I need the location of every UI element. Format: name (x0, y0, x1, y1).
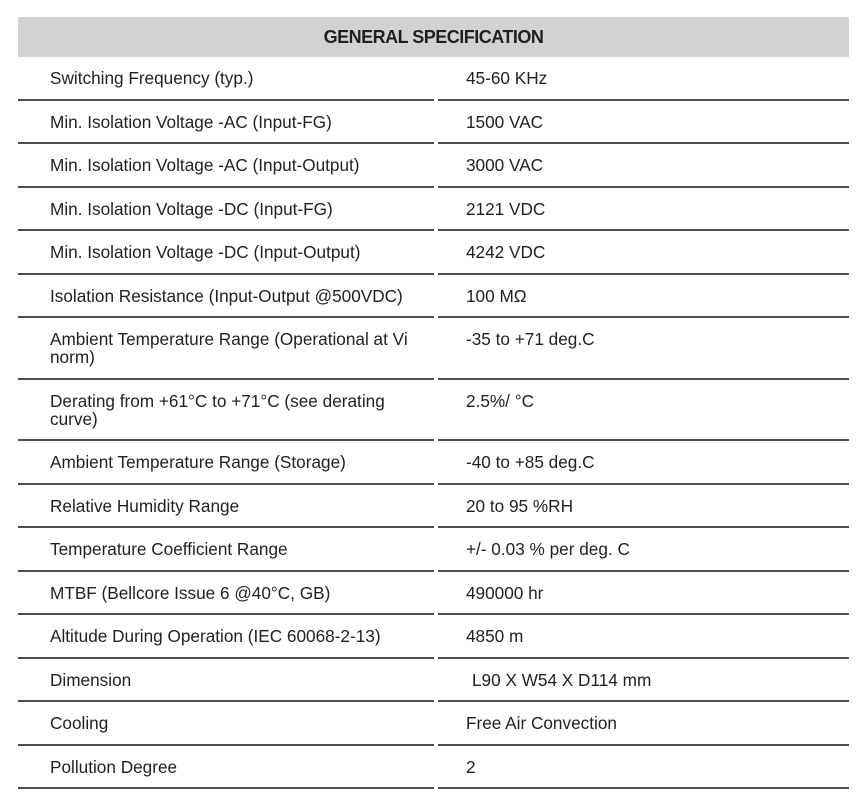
table-row (18, 485, 849, 529)
table-row (18, 528, 849, 572)
spec-label: Ambient Temperature Range (Storage) (18, 441, 434, 485)
table-row (18, 231, 849, 275)
spec-value: 490000 hr (434, 572, 849, 616)
spec-value: 20 to 95 %RH (434, 485, 849, 529)
table-row (18, 572, 849, 616)
spec-label: Min. Isolation Voltage -DC (Input-FG) (18, 188, 434, 232)
table-row (18, 101, 849, 145)
spec-label: Pollution Degree (18, 746, 434, 790)
table-row (18, 275, 849, 319)
spec-label: Cooling (18, 702, 434, 746)
spec-value: L90 X W54 X D114 mm (434, 659, 849, 703)
spec-value: +/- 0.03 % per deg. C (434, 528, 849, 572)
spec-value: 2 (434, 746, 849, 790)
spec-label: Min. Isolation Voltage -AC (Input-FG) (18, 101, 434, 145)
spec-label: Derating from +61°C to +71°C (see derating curve) (18, 380, 434, 442)
specification-table (18, 17, 849, 789)
table-row (18, 746, 849, 790)
spec-value: 2.5%/ °C (434, 380, 849, 442)
table-row (18, 144, 849, 188)
table-row (18, 380, 849, 442)
spec-label: Relative Humidity Range (18, 485, 434, 529)
table-row (18, 702, 849, 746)
spec-label: Min. Isolation Voltage -DC (Input-Output) (18, 231, 434, 275)
spec-value: 1500 VAC (434, 101, 849, 145)
spec-value: 2121 VDC (434, 188, 849, 232)
table-row (18, 441, 849, 485)
table-header: GENERAL SPECIFICATION (18, 17, 849, 57)
table-row (18, 57, 849, 101)
spec-label: Temperature Coefficient Range (18, 528, 434, 572)
spec-value: Free Air Convection (434, 702, 849, 746)
spec-value: 4850 m (434, 615, 849, 659)
spec-value: -35 to +71 deg.C (434, 318, 849, 380)
spec-label: Isolation Resistance (Input-Output @500VDC) (18, 275, 434, 319)
table-row (18, 318, 849, 380)
spec-value: 100 MΩ (434, 275, 849, 319)
spec-label: Min. Isolation Voltage -AC (Input-Output) (18, 144, 434, 188)
spec-label: Dimension (18, 659, 434, 703)
spec-label: Switching Frequency (typ.) (18, 57, 434, 101)
spec-label: Ambient Temperature Range (Operational at Vi norm) (18, 318, 434, 380)
spec-label: Altitude During Operation (IEC 60068-2-13) (18, 615, 434, 659)
spec-label: MTBF (Bellcore Issue 6 @40°C, GB) (18, 572, 434, 616)
table-row (18, 659, 849, 703)
spec-value: 3000 VAC (434, 144, 849, 188)
table-row (18, 188, 849, 232)
spec-value: 45-60 KHz (434, 57, 849, 101)
spec-value: 4242 VDC (434, 231, 849, 275)
spec-value: -40 to +85 deg.C (434, 441, 849, 485)
table-row (18, 615, 849, 659)
